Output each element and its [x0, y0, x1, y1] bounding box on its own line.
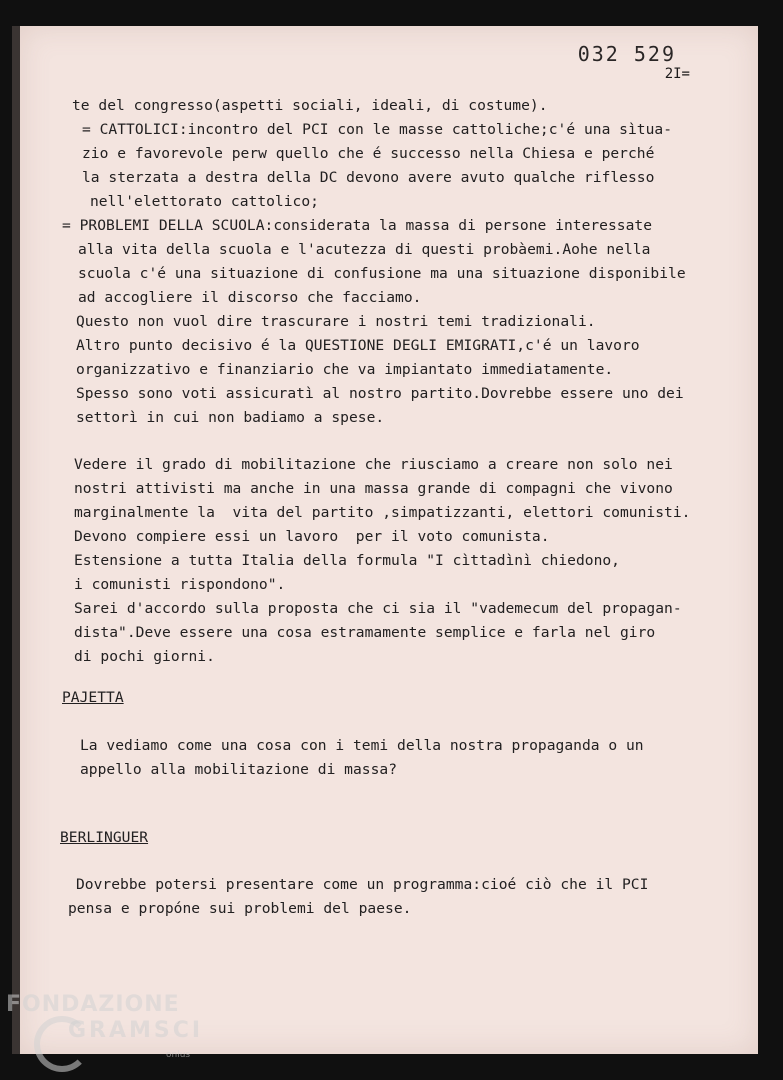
text-line: La vediamo come una cosa con i temi della nostra propaganda o un	[80, 737, 644, 754]
watermark-line-1: FONDAZIONE	[6, 992, 180, 1017]
text-line: Sarei d'accordo sulla proposta che ci sia il "vademecum del propagan-	[74, 600, 682, 617]
text-line: di pochi giorni.	[74, 648, 215, 665]
fondazione-gramsci-watermark	[6, 992, 204, 1060]
speaker-heading-berlinguer: BERLINGUER	[60, 829, 149, 846]
text-line: Vedere il grado di mobilitazione che riusciamo a creare non solo nei	[74, 456, 673, 473]
text-line: pensa e propóne sui problemi del paese.	[68, 900, 412, 917]
document-page	[20, 26, 758, 1054]
archive-number: 032 529	[577, 42, 676, 66]
text-line: Questo non vuol dire trascurare i nostri temi tradizionali.	[76, 313, 596, 330]
text-line: te del congresso(aspetti sociali, ideali, di costume).	[72, 97, 548, 114]
text-line: Altro punto decisivo é la QUESTIONE DEGLI EMIGRATI,c'é un lavoro	[76, 337, 640, 354]
text-line: Devono compiere essi un lavoro per il voto comunista.	[74, 528, 550, 545]
text-line: Estensione a tutta Italia della formula "I cìttadìnì chiedono,	[74, 552, 620, 569]
speaker-heading-pajetta: PAJETTA	[62, 689, 124, 706]
text-line: appello alla mobilitazione di massa?	[80, 761, 398, 778]
text-line: ad accogliere il discorso che facciamo.	[78, 289, 422, 306]
text-line: nostri attivisti ma anche in una massa grande di compagni che vivono	[74, 480, 673, 497]
text-line: organizzativo e finanziario che va impiantato immediatamente.	[76, 361, 614, 378]
watermark-sub: onlus	[166, 1050, 191, 1060]
text-line: Dovrebbe potersi presentare come un programma:cioé ciò che il PCI	[76, 876, 649, 893]
text-line: = CATTOLICI:incontro del PCI con le masse cattoliche;c'é una sìtua-	[82, 121, 673, 138]
text-line: dista".Deve essere una cosa estramamente semplice e farla nel giro	[74, 624, 656, 641]
text-line: settorì in cui non badiamo a spese.	[76, 409, 385, 426]
text-line: = PROBLEMI DELLA SCUOLA:considerata la massa di persone interessate	[62, 217, 653, 234]
page-number: 2I=	[664, 66, 690, 82]
text-line: i comunisti rispondono".	[74, 576, 286, 593]
text-line: nell'elettorato cattolico;	[90, 193, 319, 210]
page-left-edge-shadow	[12, 26, 20, 1054]
text-line: zio e favorevole perw quello che é successo nella Chiesa e perché	[82, 145, 655, 162]
text-line: scuola c'é una situazione di confusione ma una situazione disponibile	[78, 265, 686, 282]
text-line: Spesso sono voti assicuratì al nostro partito.Dovrebbe essere uno dei	[76, 385, 684, 402]
text-line: marginalmente la vita del partito ,simpatizzanti, elettori comunisti.	[74, 504, 691, 521]
text-line: la sterzata a destra della DC devono avere avuto qualche riflesso	[82, 169, 655, 186]
watermark-line-2: GRAMSCI	[68, 1018, 204, 1043]
text-line: alla vita della scuola e l'acutezza di questi probàemi.Aohe nella	[78, 241, 651, 258]
